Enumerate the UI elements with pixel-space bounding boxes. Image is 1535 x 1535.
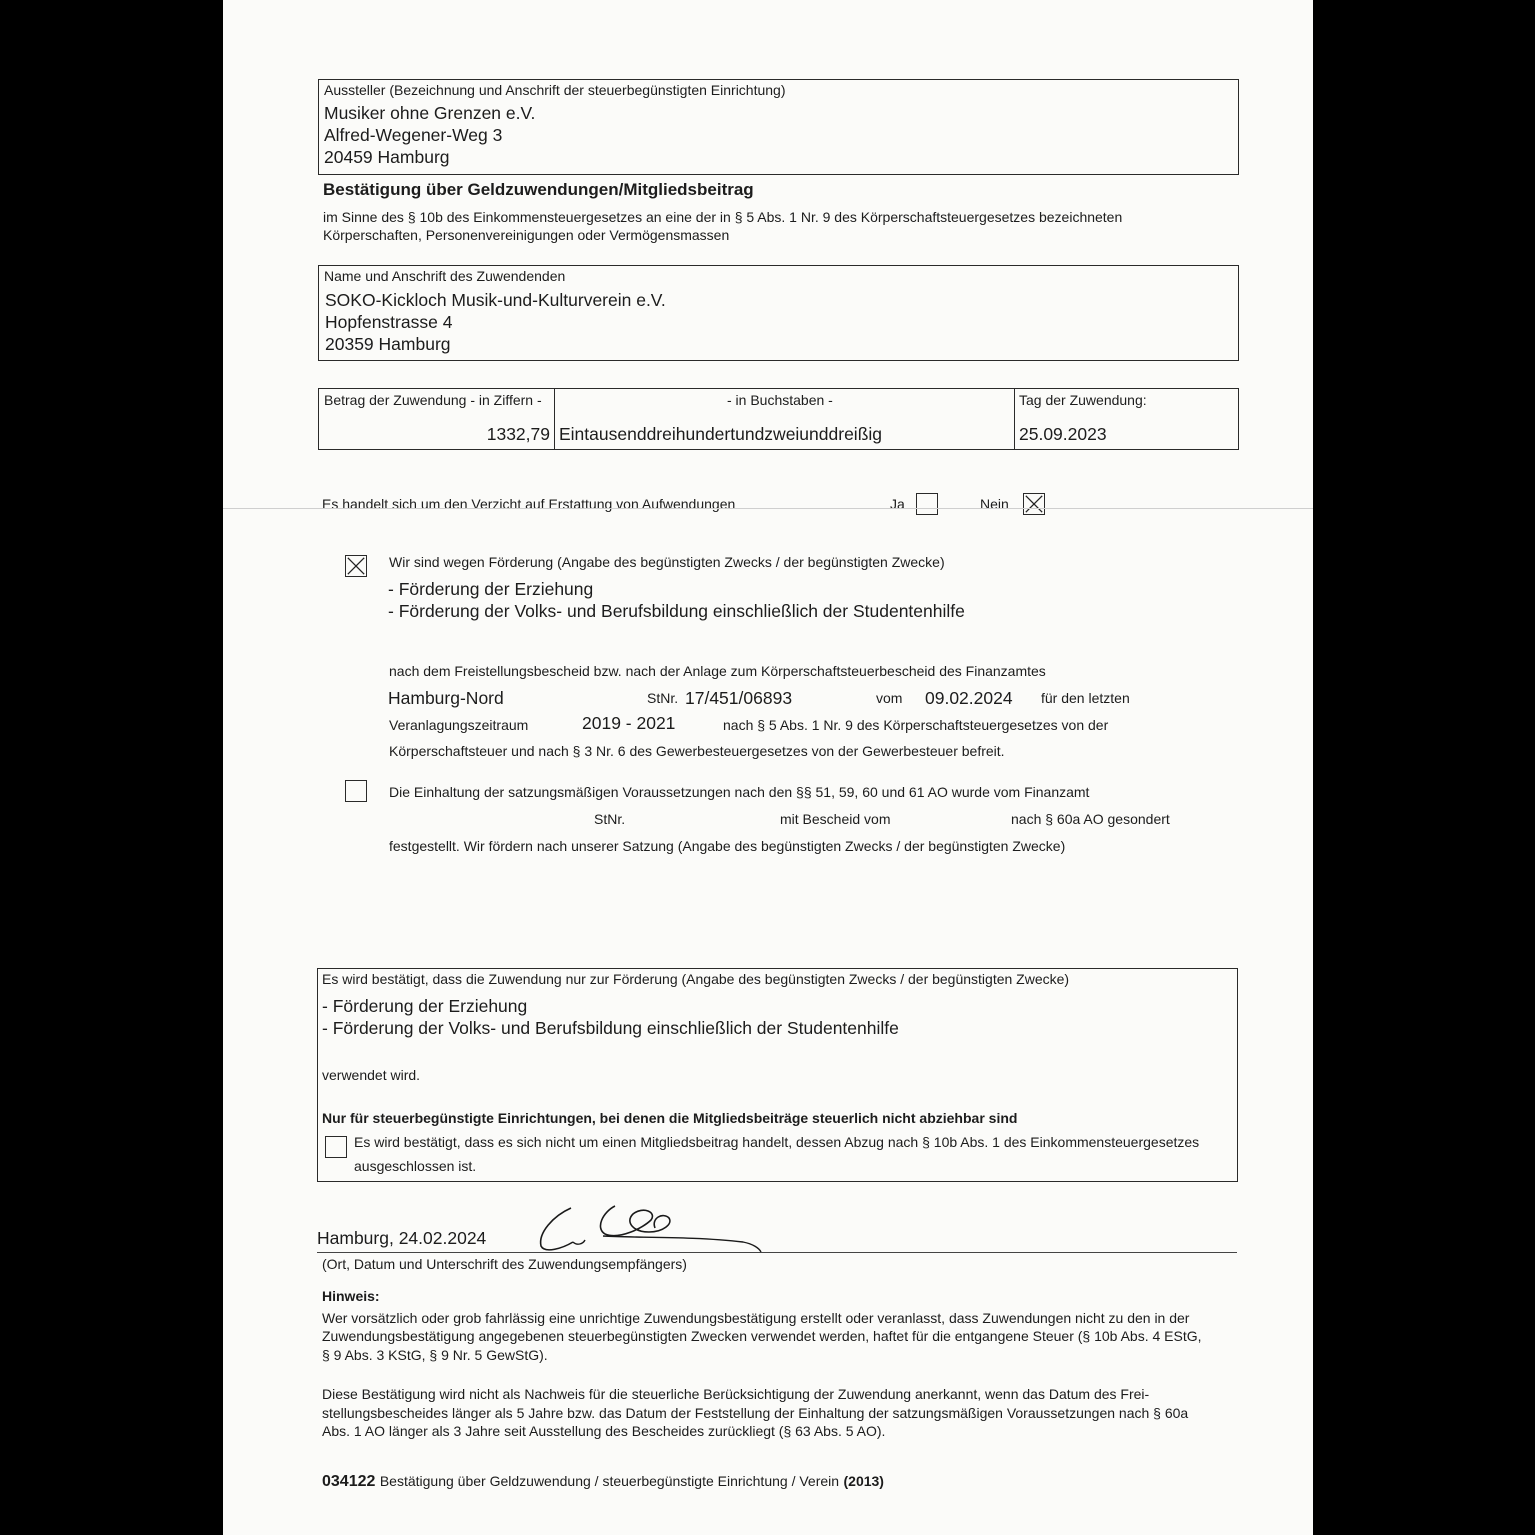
amount-words: Eintausenddreihundertundzweiunddreißig xyxy=(559,424,882,444)
note-p1-line2: Zuwendungsbestätigung angegebenen steuerbegünstigten Zwecken verwendet werden, haftet für die entgangene Steuer (§ 10b Abs. 4 EStG, xyxy=(322,1328,1202,1344)
issuer-city: 20459 Hamburg xyxy=(324,147,450,167)
waiver-no-checkbox[interactable] xyxy=(1023,493,1045,515)
amount-date-label: Tag der Zuwendung: xyxy=(1019,392,1147,408)
issuer-street: Alfred-Wegener-Weg 3 xyxy=(324,125,503,145)
note-p2-line1: Diese Bestätigung wird nicht als Nachweis für die steuerliche Berücksichtigung der Zuwendung anerkannt, wenn das Datum des Frei- xyxy=(322,1386,1150,1402)
issuer-box xyxy=(318,79,1239,175)
donor-label: Name und Anschrift des Zuwendenden xyxy=(324,268,566,284)
letzten-label: für den letzten xyxy=(1041,690,1130,706)
signature-place-date: Hamburg, 24.02.2024 xyxy=(317,1228,487,1248)
issuer-name: Musiker ohne Grenzen e.V. xyxy=(324,103,536,123)
fold-line xyxy=(223,508,1313,509)
cross-mark-icon xyxy=(346,556,366,576)
exemption-checkbox[interactable] xyxy=(345,555,367,577)
note-heading: Hinweis: xyxy=(322,1288,380,1304)
note-p2-line2: stellungsbescheides länger als 5 Jahre bzw. das Datum der Feststellung der Einhaltung der satzungsmäßigen Voraussetzungen nach § 60a xyxy=(322,1405,1189,1421)
issuer-label: Aussteller (Bezeichnung und Anschrift der steuerbegünstigten Einrichtung) xyxy=(324,82,786,98)
exemption-purpose-1: - Förderung der Erziehung xyxy=(388,579,594,599)
membership-heading: Nur für steuerbegünstigte Einrichtungen, bei denen die Mitgliedsbeiträge steuerlich nicht abziehbar sind xyxy=(322,1110,1018,1126)
waiver-yes-checkbox[interactable] xyxy=(916,493,938,515)
document-subtitle-line1: im Sinne des § 10b des Einkommensteuergesetzes an eine der in § 5 Abs. 1 Nr. 9 des Körperschaftsteuergesetzes bezeichneten xyxy=(323,209,1123,225)
confirmation-purpose-1: - Förderung der Erziehung xyxy=(322,996,528,1016)
statutes-bescheid-label: mit Bescheid vom xyxy=(780,811,891,827)
waiver-no-label: Nein xyxy=(980,496,1009,512)
membership-checkbox[interactable] xyxy=(325,1136,347,1158)
tax-office-name: Hamburg-Nord xyxy=(388,688,504,708)
donor-city: 20359 Hamburg xyxy=(325,334,451,354)
note-p2-line3: Abs. 1 AO länger als 3 Jahre seit Ausstellung des Bescheides zurückliegt (§ 63 Abs. 5 AO). xyxy=(322,1423,886,1439)
membership-line2: ausgeschlossen ist. xyxy=(354,1158,477,1174)
membership-line1: Es wird bestätigt, dass es sich nicht um einen Mitgliedsbeitrag handelt, dessen Abzug nach § 10b Abs. 1 des Einkommensteuergesetzes xyxy=(354,1134,1200,1150)
stnr-label: StNr. xyxy=(647,690,679,706)
form-text: Bestätigung über Geldzuwendung / steuerbegünstigte Einrichtung / Verein xyxy=(379,1473,840,1489)
statutes-line3: festgestellt. Wir fördern nach unserer Satzung (Angabe des begünstigten Zwecks / der begünstigten Zwecke) xyxy=(389,838,1066,854)
amount-digits: 1332,79 xyxy=(486,424,550,444)
amount-digits-label: Betrag der Zuwendung - in Ziffern - xyxy=(324,392,542,408)
donor-street: Hopfenstrasse 4 xyxy=(325,312,453,332)
after-period-text: nach § 5 Abs. 1 Nr. 9 des Körperschaftsteuergesetzes von der xyxy=(723,717,1109,733)
signature-caption: (Ort, Datum und Unterschrift des Zuwendungsempfängers) xyxy=(322,1256,687,1272)
handwritten-signature xyxy=(533,1198,773,1258)
document-title: Bestätigung über Geldzuwendungen/Mitgliedsbeitrag xyxy=(323,180,754,199)
statutes-paragraph-label: nach § 60a AO gesondert xyxy=(1011,811,1170,827)
vom-date: 09.02.2024 xyxy=(925,688,1013,708)
statutes-line1: Die Einhaltung der satzungsmäßigen Voraussetzungen nach den §§ 51, 59, 60 und 61 AO wurde vom Finanzamt xyxy=(389,784,1090,800)
exemption-closing: Körperschaftsteuer und nach § 3 Nr. 6 des Gewerbesteuergesetzes von der Gewerbesteuer befreit. xyxy=(389,743,1005,759)
document-page xyxy=(223,0,1313,1535)
amount-table xyxy=(318,388,1239,450)
signature-line xyxy=(317,1252,1237,1253)
vom-label: vom xyxy=(876,690,903,706)
confirmation-intro: Es wird bestätigt, dass die Zuwendung nur zur Förderung (Angabe des begünstigten Zwecks / der begünstigten Zwecke) xyxy=(322,971,1070,987)
form-footer xyxy=(322,1473,884,1491)
period-value: 2019 - 2021 xyxy=(582,713,676,733)
cross-mark-icon xyxy=(1024,494,1044,514)
amount-words-label: - in Buchstaben - xyxy=(727,392,833,408)
confirmation-used: verwendet wird. xyxy=(322,1067,421,1083)
donor-box xyxy=(318,265,1239,361)
note-p1-line1: Wer vorsätzlich oder grob fahrlässig eine unrichtige Zuwendungsbestätigung erstellt oder veranlasst, dass Zuwendungen nicht zu den in der xyxy=(322,1310,1190,1326)
form-number: 034122 xyxy=(322,1473,376,1490)
exemption-intro: Wir sind wegen Förderung (Angabe des begünstigten Zwecks / der begünstigten Zwecke) xyxy=(389,554,945,570)
waiver-text: Es handelt sich um den Verzicht auf Erstattung von Aufwendungen xyxy=(322,496,736,512)
stnr-value: 17/451/06893 xyxy=(685,688,793,708)
document-subtitle-line2: Körperschaften, Personenvereinigungen oder Vermögensmassen xyxy=(323,227,730,243)
donor-name: SOKO-Kickloch Musik-und-Kulturverein e.V. xyxy=(325,290,666,310)
note-p1-line3: § 9 Abs. 3 KStG, § 9 Nr. 5 GewStG). xyxy=(322,1347,548,1363)
confirmation-box xyxy=(317,968,1238,1182)
exemption-notice-text: nach dem Freistellungsbescheid bzw. nach der Anlage zum Körperschaftsteuerbescheid des Finanzamtes xyxy=(389,663,1046,679)
confirmation-purpose-2: - Förderung der Volks- und Berufsbildung einschließlich der Studentenhilfe xyxy=(322,1018,899,1038)
statutes-stnr-label: StNr. xyxy=(594,811,626,827)
amount-date: 25.09.2023 xyxy=(1019,424,1107,444)
waiver-yes-label: Ja xyxy=(890,496,905,512)
period-label: Veranlagungszeitraum xyxy=(389,717,529,733)
exemption-purpose-2: - Förderung der Volks- und Berufsbildung einschließlich der Studentenhilfe xyxy=(388,601,965,621)
form-year: (2013) xyxy=(843,1473,884,1489)
statutes-checkbox[interactable] xyxy=(345,780,367,802)
